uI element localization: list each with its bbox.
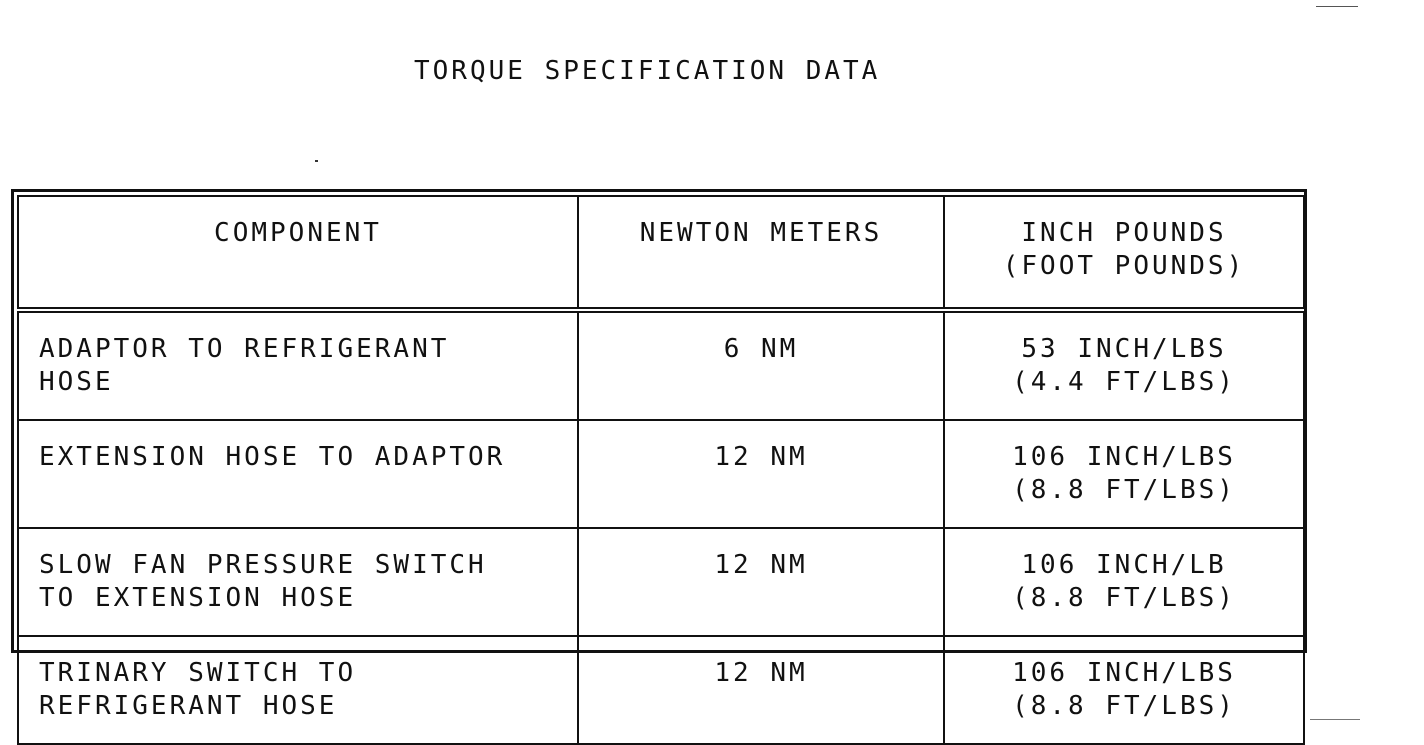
scan-mark-bottom-right	[1310, 719, 1360, 720]
cell-inch-pounds: 106 INCH/LBS (8.8 FT/LBS)	[944, 636, 1304, 744]
cell-newton-meters: 12 NM	[578, 420, 944, 528]
cell-component: ADAPTOR TO REFRIGERANT HOSE	[18, 310, 578, 420]
cell-inch-pounds: 106 INCH/LBS (8.8 FT/LBS)	[944, 420, 1304, 528]
header-component: COMPONENT	[18, 196, 578, 310]
page-title: TORQUE SPECIFICATION DATA	[414, 56, 881, 86]
table-row	[18, 528, 1304, 636]
scan-speck	[315, 160, 318, 162]
header-newton-meters: NEWTON METERS	[578, 196, 944, 310]
cell-component: SLOW FAN PRESSURE SWITCH TO EXTENSION HOSE	[18, 528, 578, 636]
table-header-row	[18, 196, 1304, 310]
cell-inch-pounds: 53 INCH/LBS (4.4 FT/LBS)	[944, 310, 1304, 420]
scan-mark-top-right	[1316, 6, 1358, 7]
cell-inch-pounds: 106 INCH/LB (8.8 FT/LBS)	[944, 528, 1304, 636]
header-inch-pounds: INCH POUNDS (FOOT POUNDS)	[944, 196, 1304, 310]
cell-newton-meters: 6 NM	[578, 310, 944, 420]
torque-spec-table	[17, 195, 1305, 745]
table-row	[18, 636, 1304, 744]
table-row	[18, 310, 1304, 420]
table-row	[18, 420, 1304, 528]
cell-newton-meters: 12 NM	[578, 528, 944, 636]
torque-spec-table-frame	[11, 189, 1307, 721]
cell-newton-meters: 12 NM	[578, 636, 944, 744]
cell-component: EXTENSION HOSE TO ADAPTOR	[18, 420, 578, 528]
cell-component: TRINARY SWITCH TO REFRIGERANT HOSE	[18, 636, 578, 744]
